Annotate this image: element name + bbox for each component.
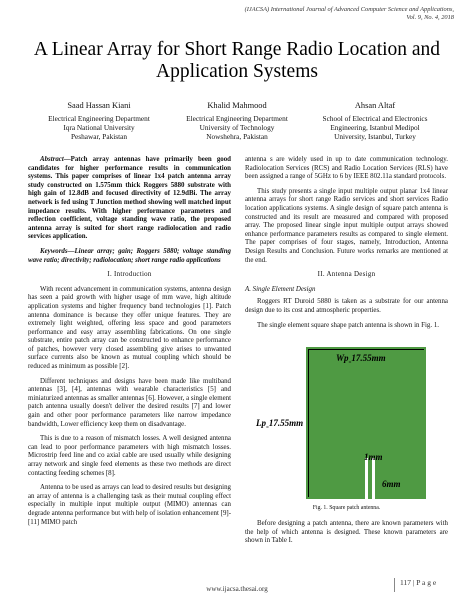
width-dimension-line [308, 349, 424, 350]
author-affiliation: Electrical Engineering Department [48, 114, 150, 123]
author-name: Ahsan Altaf [354, 101, 396, 110]
author-affiliation: Iqra National University [63, 123, 135, 132]
author-block-1 [24, 101, 174, 141]
left-column [28, 156, 231, 533]
keywords-text: —Linear array; gain; Roggers 5880; voltage standing wave ratio; directivity; radiolocation; short range radio applications [28, 247, 231, 264]
abstract-text: —Patch array antennas have primarily been good candidates for higher performance results in communication systems. This paper comprises of linear 1x4 patch antenna array study constructed on 1.575mm thick Roggers 5880 substrate with high gain of 12.8dB and focused directivity of 12.9dBi. The array network is fed using T Junction method showing well matched input impedance results. With higher performance parameters and reflection coefficient, voltage standing wave ratio, the proposed antenna array is suited for short range radiolocation and radio services application. [28, 156, 231, 241]
figure-caption: Fig. 1. Square patch antenna. [312, 505, 381, 511]
paragraph: Roggers RT Duroid 5880 is taken as a substrate for our antenna design due to its cost and atmospheric properties. [245, 298, 448, 314]
length-dimension-line [308, 349, 309, 497]
author-affiliation: Peshawar, Pakistan [70, 132, 128, 141]
paper-title [0, 39, 474, 83]
paragraph: Different techniques and designs have been made like multiband antennas [3], [4], antennas with wearable characteristics [5] and miniaturized antennas as smaller antennas [6]. However, a single element patch antenna usually doesn't deliver the desired results [7] and lower gain and other poor performance parameters like narrow impedance bandwidth, Lower efficiency keep them on disadvantage. [28, 377, 231, 428]
paragraph: Before designing a patch antenna, there are known parameters with the help of which antenna is designed. These known parameters are shown in Table I. [245, 520, 448, 545]
author-name: Saad Hassan Kiani [67, 101, 131, 110]
slot-width-label: 1mm [364, 452, 383, 462]
feed-slot-left [365, 458, 368, 499]
author-block-3 [300, 101, 450, 141]
paragraph: With recent advancement in communication systems, antenna design has seen a paid growth with higher usage of mm wave, high altitude application systems and higher frequency band technologies [1]. Patch antenna dominance is because they offer unique features. They are extremely light weighted, offering less space and good parameters performance and easy array assembling fabrications. On one single substrate, entire patch array can be constructed to enhance performance of patches, however very closed assembling give arises to unwanted surface currents also be known as mutual coupling which should be reduced as minimum as possible [2]. [28, 285, 231, 371]
paragraph: The single element square shape patch antenna is shown in Fig. 1. [257, 321, 439, 329]
keywords-label: Keywords [40, 247, 68, 255]
right-column-bottom [245, 520, 448, 552]
page-number: 117 | P a g e [400, 578, 437, 587]
author-affiliation: School of Electrical and Electronics [322, 114, 428, 123]
length-label: $Lp_=17.55mm$ [256, 418, 304, 431]
author-affiliation: Nowshehra, Pakistan [206, 132, 268, 141]
author-affiliation: University, Istanbul, Turkey [334, 132, 416, 141]
abstract-label: Abstract [40, 156, 64, 163]
footer-divider [394, 578, 395, 592]
author-affiliation: Engineering, Istanbul Medipol [330, 123, 420, 132]
abstract [28, 156, 231, 242]
feed-slot-right [372, 458, 375, 499]
author-name: Khalid Mahmood [207, 101, 267, 110]
journal-line-2: Vol. 9, No. 4, 2018 [406, 14, 454, 21]
paragraph: Antenna to be used as arrays can lead to desired results but designing an array of antenna is a challenging task as their mutual coupling effect especially in multiple input multiple output (MIMO) antennas can degrade antenna performance but with help of isolation enhancement [9]-[11] MIMO patch [28, 484, 231, 526]
author-block-2 [162, 101, 312, 141]
keywords [28, 248, 231, 265]
width-label: $Wp_=17.55mm$ [336, 353, 386, 366]
journal-header [154, 6, 454, 22]
paragraph: This is due to a reason of mismatch losses. A well designed antenna can lead to poor performance parameters with high mismatch losses. Microstrip feed line and co axial cable are used usually while designing array network and single feed elements as these two methods are direct contacting feeding schemes [8]. [28, 435, 231, 477]
footer-url: www.ijacsa.thesai.org [206, 585, 268, 593]
journal-line-1: (IJACSA) International Journal of Advanced Computer Science and Applications, [244, 6, 454, 13]
subsection-heading: A. Single Element Design [245, 285, 316, 293]
section-heading-antenna-design: II. Antenna Design [317, 271, 376, 279]
slot-length-label: 6mm [382, 479, 401, 489]
paragraph: antenna s are widely used in up to date communication technology. Radiolocation Services (RCS) and Radio Location Services (RLS) have been assigned a range of 5GHz to 6 by IEEE 802.11a standard protocols. [245, 156, 448, 181]
paragraph: This study presents a single input multiple output planar 1x4 linear antenna arrays for short range Radio services and short services Radio location applications systems. A single design of square patch antenna is constructed and its result are measured and compared with proposed array. The proposed linear single input multiple output arrays showed enhance performance parameters results as compared to single element. The paper comprises of four stages, namely, Introduction, Antenna Design Results and Conclusion. Future works remarks are mentioned at the end. [245, 187, 448, 264]
right-column [245, 156, 448, 336]
section-heading-introduction: I. Introduction [107, 271, 152, 279]
author-affiliation: University of Technology [199, 123, 275, 132]
author-affiliation: Electrical Engineering Department [186, 114, 288, 123]
title-line-2: Application Systems [156, 61, 318, 82]
title-line-1: A Linear Array for Short Range Radio Location and [33, 39, 441, 60]
